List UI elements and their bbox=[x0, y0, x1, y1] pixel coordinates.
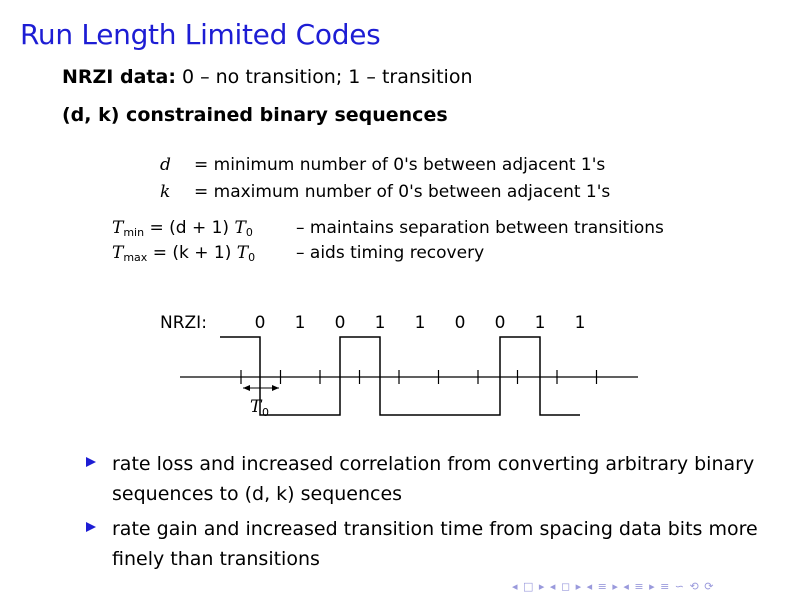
definition-d bbox=[160, 155, 606, 175]
tmin-expression: = (d + 1) bbox=[144, 218, 235, 238]
tmax-t0: T bbox=[236, 243, 249, 263]
definition-d-text: = minimum number of 0's between adjacent 1's bbox=[194, 155, 606, 175]
nrzi-waveform bbox=[0, 300, 800, 430]
tmin-symbol: T bbox=[112, 218, 124, 238]
period-marker bbox=[243, 385, 279, 419]
dk-heading: (d, k) constrained binary sequences bbox=[62, 104, 448, 126]
tmax-expression: = (k + 1) bbox=[147, 243, 237, 263]
bit-label: 0 bbox=[454, 313, 466, 333]
bullet-triangle-icon bbox=[86, 522, 96, 532]
nrzi-label: NRZI data: bbox=[62, 66, 176, 88]
tmin-subscript: min bbox=[123, 226, 145, 239]
tmax-description: – aids timing recovery bbox=[296, 243, 485, 263]
bit-label: 1 bbox=[374, 313, 386, 333]
bullet-item-1 bbox=[86, 449, 766, 509]
bit-label: 1 bbox=[534, 313, 546, 333]
bit-label: 0 bbox=[254, 313, 266, 333]
slide-title: Run Length Limited Codes bbox=[20, 18, 381, 51]
tmin-t0: T bbox=[234, 218, 246, 238]
bullet-text-1: rate loss and increased correlation from converting arbitrary binary sequences to (d, k) sequences bbox=[112, 453, 755, 505]
bit-label: 1 bbox=[574, 313, 586, 333]
tmax-t0-subscript: 0 bbox=[248, 251, 256, 264]
waveform-signal bbox=[220, 337, 580, 415]
tmin-t0-subscript: 0 bbox=[245, 226, 253, 239]
bullet-text-2: rate gain and increased transition time from spacing data bits more finely than transitions bbox=[112, 518, 758, 570]
period-label: T bbox=[250, 397, 262, 417]
nrzi-definition bbox=[62, 66, 472, 88]
tmin-description: – maintains separation between transitions bbox=[296, 218, 664, 238]
tmax-symbol: T bbox=[112, 243, 124, 263]
bullet-item-2 bbox=[86, 514, 766, 574]
definition-k-text: = maximum number of 0's between adjacent 1's bbox=[194, 182, 611, 202]
definition-k bbox=[160, 182, 611, 202]
nrzi-text: 0 – no transition; 1 – transition bbox=[175, 66, 473, 88]
bullet-triangle-icon bbox=[86, 457, 96, 467]
beamer-navigation[interactable]: ◂ □ ▸ ◂ ◻ ▸ ◂ ≡ ▸ ◂ ≡ ▸ ≡ ∽ ⟲ ⟳ bbox=[512, 580, 715, 593]
bit-label: 1 bbox=[414, 313, 426, 333]
bit-label: 1 bbox=[294, 313, 306, 333]
tmax-equation bbox=[112, 243, 485, 264]
tmin-equation bbox=[112, 218, 664, 239]
tmax-subscript: max bbox=[123, 251, 148, 264]
period-subscript: 0 bbox=[262, 406, 269, 419]
symbol-d: d bbox=[160, 155, 171, 175]
bit-label: 0 bbox=[334, 313, 346, 333]
symbol-k: k bbox=[160, 182, 171, 202]
waveform-label: NRZI: bbox=[160, 313, 207, 333]
bit-label: 0 bbox=[494, 313, 506, 333]
bit-labels bbox=[255, 313, 586, 333]
